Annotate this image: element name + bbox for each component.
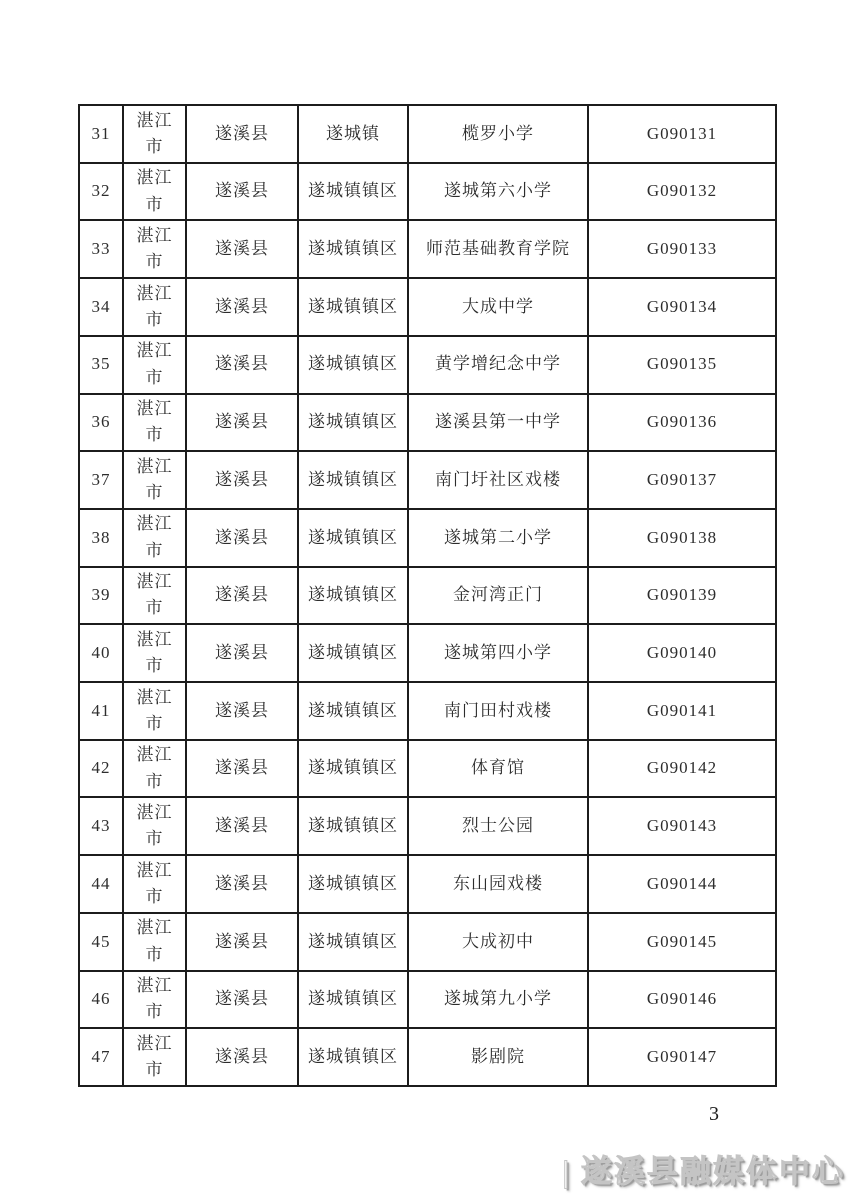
county-cell: 遂溪县 [186,740,298,798]
site-name-cell: 大成初中 [408,913,588,971]
city-text: 湛江市 [136,225,173,272]
city-text: 湛江市 [136,745,173,791]
table-row [79,1028,776,1086]
county-cell: 遂溪县 [186,509,298,567]
site-name-cell: 榄罗小学 [408,105,588,163]
city-cell [123,567,186,625]
table-row [79,105,776,163]
city-cell [123,163,186,221]
row-number-cell: 43 [79,797,123,855]
site-name-cell: 师范基础教育学院 [408,220,588,278]
site-name-cell: 烈士公园 [408,797,588,855]
table-row [79,971,776,1029]
city-text: 湛江市 [136,341,173,387]
city-text: 湛江市 [136,802,173,849]
site-name-cell: 东山园戏楼 [408,855,588,913]
row-number-cell: 32 [79,163,123,221]
site-name-cell: 遂城第九小学 [408,971,588,1029]
row-number-cell: 31 [79,105,123,163]
code-cell: G090145 [588,913,776,971]
town-cell: 遂城镇镇区 [298,163,408,221]
site-name-cell: 南门圩社区戏楼 [408,451,588,509]
code-cell: G090143 [588,797,776,855]
monitoring-points-table [78,104,777,1087]
row-number-cell: 40 [79,624,123,682]
city-text: 湛江市 [136,860,173,906]
town-cell: 遂城镇镇区 [298,1028,408,1086]
town-cell: 遂城镇镇区 [298,220,408,278]
city-cell [123,278,186,336]
table-row [79,913,776,971]
code-cell: G090141 [588,682,776,740]
code-cell: G090140 [588,624,776,682]
county-cell: 遂溪县 [186,163,298,221]
city-text: 湛江市 [136,456,173,503]
table-row [79,682,776,740]
table-row [79,394,776,452]
media-center-watermark: | 遂溪县融媒体中心 [562,1154,845,1189]
town-cell: 遂城镇镇区 [298,394,408,452]
city-cell [123,971,186,1029]
city-cell [123,394,186,452]
page-number: 3 [709,1103,719,1125]
row-number-cell: 41 [79,682,123,740]
county-cell: 遂溪县 [186,567,298,625]
county-cell: 遂溪县 [186,971,298,1029]
town-cell: 遂城镇镇区 [298,971,408,1029]
table-row [79,163,776,221]
site-name-cell: 体育馆 [408,740,588,798]
county-cell: 遂溪县 [186,278,298,336]
row-number-cell: 44 [79,855,123,913]
row-number-cell: 46 [79,971,123,1029]
city-text: 湛江市 [136,168,173,214]
city-cell [123,220,186,278]
table-row [79,278,776,336]
city-cell [123,105,186,163]
site-name-cell: 黄学增纪念中学 [408,336,588,394]
town-cell: 遂城镇镇区 [298,336,408,394]
town-cell: 遂城镇镇区 [298,855,408,913]
town-cell: 遂城镇镇区 [298,451,408,509]
code-cell: G090137 [588,451,776,509]
row-number-cell: 47 [79,1028,123,1086]
city-text: 湛江市 [136,572,173,618]
code-cell: G090131 [588,105,776,163]
city-text: 湛江市 [136,399,173,445]
city-cell [123,336,186,394]
code-cell: G090134 [588,278,776,336]
site-name-cell: 遂城第六小学 [408,163,588,221]
row-number-cell: 35 [79,336,123,394]
code-cell: G090138 [588,509,776,567]
code-cell: G090133 [588,220,776,278]
county-cell: 遂溪县 [186,394,298,452]
code-cell: G090144 [588,855,776,913]
town-cell: 遂城镇镇区 [298,278,408,336]
row-number-cell: 37 [79,451,123,509]
row-number-cell: 33 [79,220,123,278]
county-cell: 遂溪县 [186,451,298,509]
county-cell: 遂溪县 [186,624,298,682]
town-cell: 遂城镇镇区 [298,509,408,567]
site-name-cell: 遂城第四小学 [408,624,588,682]
site-name-cell: 遂城第二小学 [408,509,588,567]
table-row [79,624,776,682]
city-cell [123,913,186,971]
county-cell: 遂溪县 [186,913,298,971]
row-number-cell: 36 [79,394,123,452]
county-cell: 遂溪县 [186,855,298,913]
table-row [79,220,776,278]
county-cell: 遂溪县 [186,220,298,278]
city-cell [123,1028,186,1086]
row-number-cell: 42 [79,740,123,798]
city-cell [123,740,186,798]
town-cell: 遂城镇镇区 [298,913,408,971]
table-row [79,567,776,625]
town-cell: 遂城镇镇区 [298,567,408,625]
town-cell: 遂城镇镇区 [298,682,408,740]
code-cell: G090135 [588,336,776,394]
city-cell [123,797,186,855]
row-number-cell: 34 [79,278,123,336]
city-text: 湛江市 [136,1033,173,1080]
town-cell: 遂城镇镇区 [298,797,408,855]
city-cell [123,451,186,509]
county-cell: 遂溪县 [186,682,298,740]
town-cell: 遂城镇 [298,105,408,163]
city-cell [123,509,186,567]
town-cell: 遂城镇镇区 [298,740,408,798]
county-cell: 遂溪县 [186,1028,298,1086]
site-name-cell: 金河湾正门 [408,567,588,625]
code-cell: G090147 [588,1028,776,1086]
table-row [79,509,776,567]
site-name-cell: 大成中学 [408,278,588,336]
city-text: 湛江市 [136,110,173,156]
code-cell: G090132 [588,163,776,221]
row-number-cell: 39 [79,567,123,625]
city-text: 湛江市 [136,514,173,560]
site-name-cell: 影剧院 [408,1028,588,1086]
city-text: 湛江市 [136,687,173,733]
county-cell: 遂溪县 [186,797,298,855]
code-cell: G090139 [588,567,776,625]
city-text: 湛江市 [136,283,173,329]
city-cell [123,624,186,682]
row-number-cell: 38 [79,509,123,567]
row-number-cell: 45 [79,913,123,971]
city-cell [123,682,186,740]
city-cell [123,855,186,913]
county-cell: 遂溪县 [186,105,298,163]
site-name-cell: 南门田村戏楼 [408,682,588,740]
city-text: 湛江市 [136,976,173,1022]
table-row [79,797,776,855]
code-cell: G090146 [588,971,776,1029]
code-cell: G090142 [588,740,776,798]
table-row [79,336,776,394]
county-cell: 遂溪县 [186,336,298,394]
city-text: 湛江市 [136,629,173,676]
table-row [79,855,776,913]
town-cell: 遂城镇镇区 [298,624,408,682]
site-name-cell: 遂溪县第一中学 [408,394,588,452]
code-cell: G090136 [588,394,776,452]
table-row [79,451,776,509]
table-row [79,740,776,798]
city-text: 湛江市 [136,918,173,964]
